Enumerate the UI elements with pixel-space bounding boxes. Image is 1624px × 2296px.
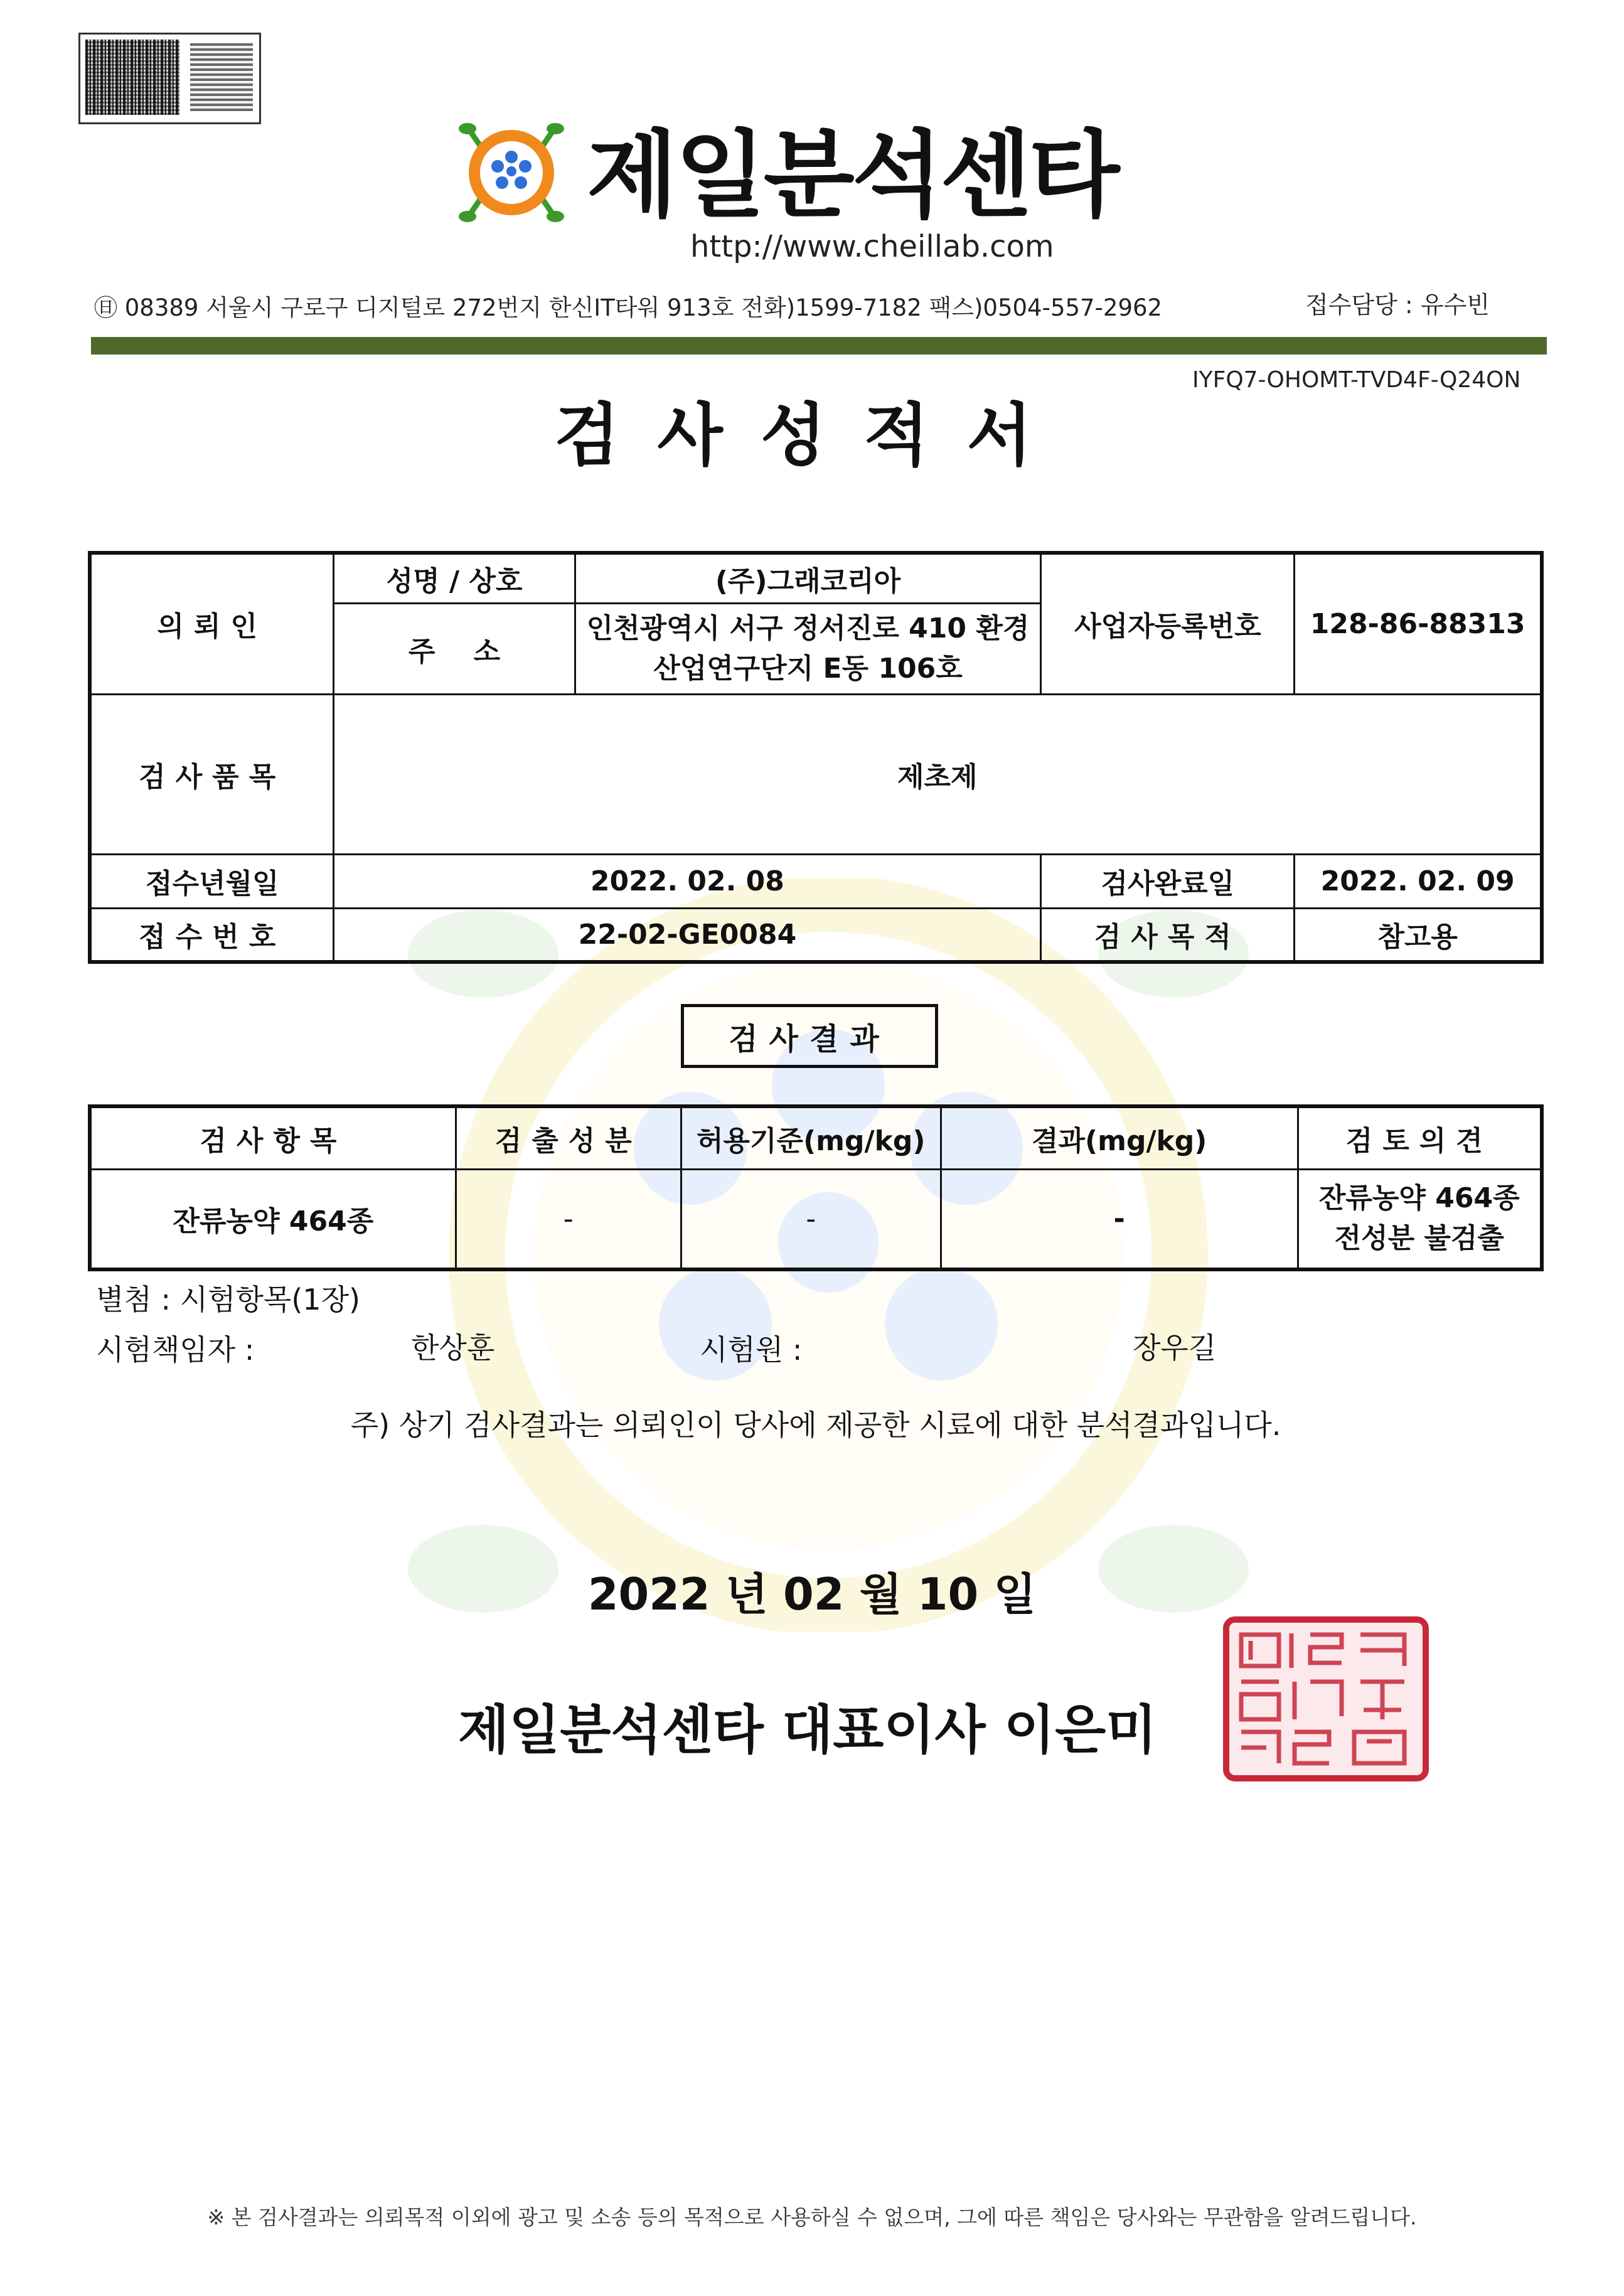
document-code: IYFQ7-OHOMT-TVD4F-Q24ON [1192,367,1521,393]
disclaimer-note: 주) 상기 검사결과는 의뢰인이 당사에 제공한 시료에 대한 분석결과입니다. [350,1408,1281,1442]
company-url: http://www.cheillab.com [690,229,1054,264]
row-result: - [941,1169,1298,1269]
received-date-value: 2022. 02. 08 [334,854,1041,908]
receipt-number-label: 접수번호 [90,908,334,962]
biz-number-value: 128-86-88313 [1295,553,1542,694]
row-limit: - [681,1169,941,1269]
purpose-label: 검사목적 [1041,908,1295,962]
address-value [575,603,1041,694]
name-label: 성명 / 상호 [334,553,575,603]
header-opinion: 검토의견 [1298,1106,1542,1169]
row-opinion-line-2: 전성분 불검출 [1334,1222,1504,1255]
header-test-item: 검사항목 [90,1106,456,1169]
result-table [88,1104,1544,1271]
tester-label: 시험원 : [700,1333,803,1367]
header-divider [91,337,1547,355]
completed-date-label: 검사완료일 [1041,854,1295,908]
address-label: 주 소 [334,603,575,694]
test-item-label: 검사품목 [90,694,334,854]
client-info-table [88,551,1544,964]
issue-date: 2022 년 02 월 10 일 [587,1569,1037,1620]
header-result: 결과(mg/kg) [941,1106,1298,1169]
document-title: 검사성적서 [554,397,1070,475]
biz-number-label: 사업자등록번호 [1041,553,1295,694]
header-limit: 허용기준(mg/kg) [681,1106,941,1169]
test-item-value: 제초제 [334,694,1542,854]
company-seal-stamp [1222,1616,1429,1782]
tester-name: 장우길 [1133,1331,1217,1365]
company-logo-icon [452,116,571,229]
name-value: (주)그래코리아 [575,553,1041,603]
manager-label: 시험책임자 : [96,1333,255,1367]
client-label: 의뢰인 [90,553,334,694]
company-name: 제일분석센타 [587,121,1118,230]
receiver-staff: 접수담당 : 유수빈 [1305,291,1490,319]
row-opinion-line-1: 잔류농약 464종 [1318,1182,1520,1215]
result-section-title: 검사결과 [681,1004,938,1068]
qr-code-image [78,33,261,124]
representative-signature: 제일분석센타 대표이사 이은미 [458,1699,1157,1761]
footer-notice: ※ 본 검사결과는 의뢰목적 이외에 광고 및 소송 등의 목적으로 사용하실 수 없으며, 그에 따른 책임은 당사와는 무관함을 알려드립니다. [207,2205,1417,2229]
address-value-line-1: 인천광역시 서구 정서진로 410 환경 [586,612,1030,644]
attachment-note: 별첨 : 시험항목(1장) [96,1283,360,1316]
completed-date-value: 2022. 02. 09 [1295,854,1542,908]
row-opinion [1298,1169,1542,1269]
header-detected: 검출성분 [456,1106,681,1169]
manager-name: 한상훈 [411,1331,495,1365]
address-value-line-2: 산업연구단지 E동 106호 [653,652,963,685]
purpose-value: 참고용 [1295,908,1542,962]
received-date-label: 접수년월일 [90,854,334,908]
row-detected: - [456,1169,681,1269]
receipt-number-value: 22-02-GE0084 [334,908,1041,962]
company-address: ㊐ 08389 서울시 구로구 디지털로 272번지 한신IT타워 913호 전화)1599-7182 팩스)0504-557-2962 [94,294,1163,321]
row-test-item: 잔류농약 464종 [90,1169,456,1269]
